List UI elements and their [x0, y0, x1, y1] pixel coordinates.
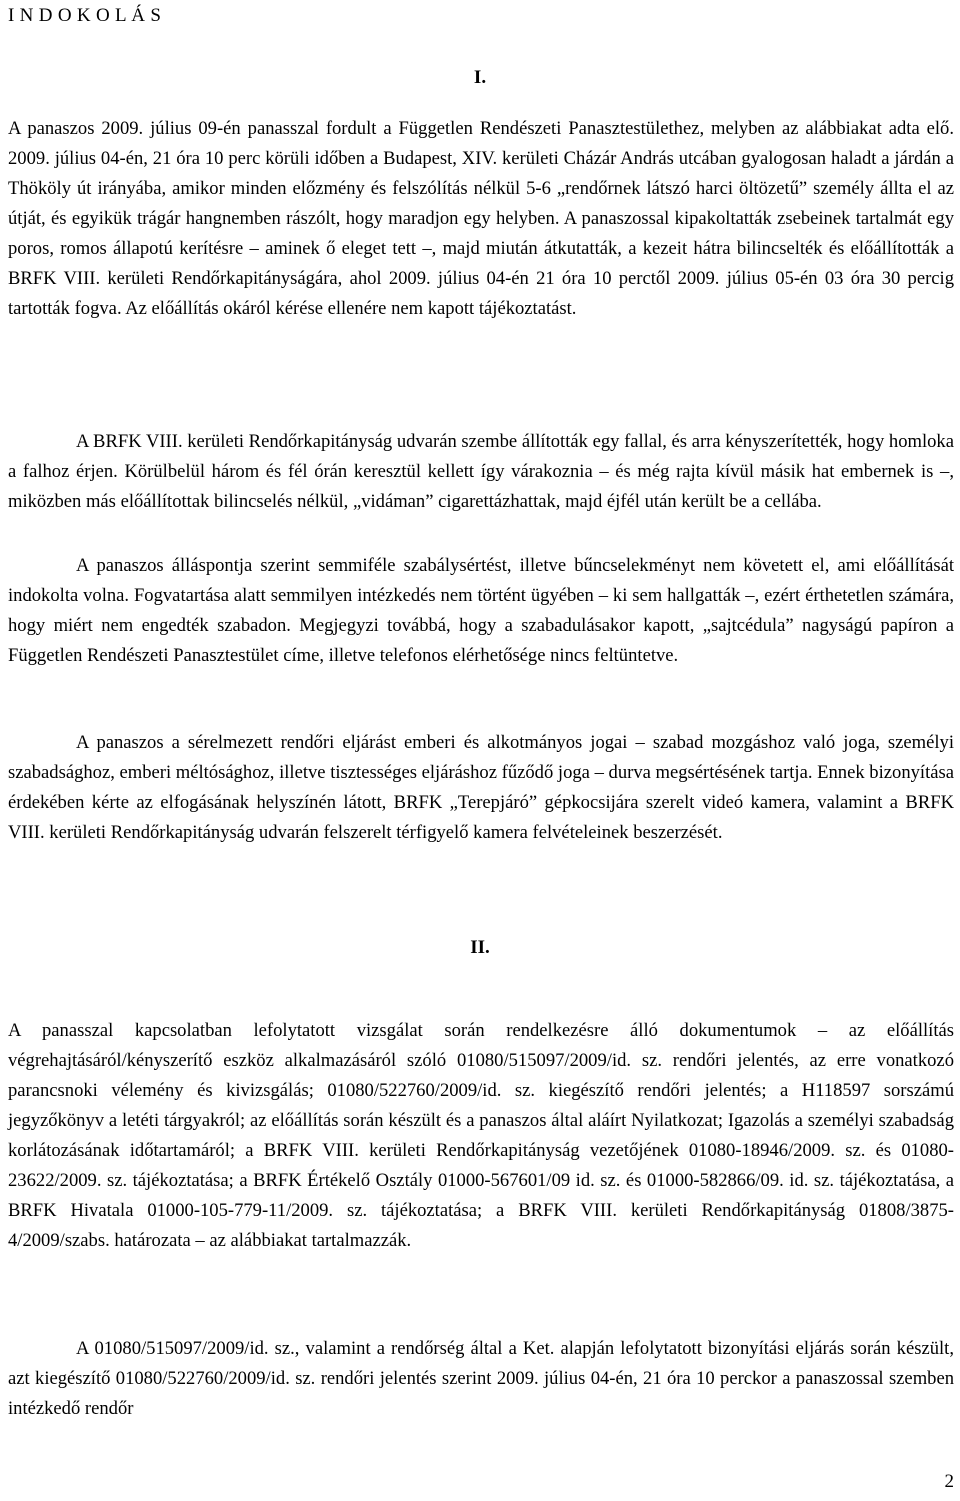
paragraph-complainant-position: A panaszos álláspontja szerint semmiféle szabálysértést, illetve bűncselekményt nem követett el, ami előállítását indokolta volna. Fogvatartása alatt semmilyen intézkedés nem történt ügyében – ki sem hallgatták –, ezért érthetetlen számára, hogy miért nem engedték szabadon. Megjegyzi továbbá, hogy a szabadulásakor kapott, „sajtcédula” nagyságú papíron a Független Rendészeti Panasztestület címe, illetve telefonos elérhetősége nincs feltüntetve. [8, 555, 954, 666]
paragraph-courtyard: A BRFK VIII. kerületi Rendőrkapitányság udvarán szembe állították egy fallal, és arra kényszerítették, hogy homloka a falhoz érjen. Körülbelül három és fél órán keresztül kellett így várakoznia – és még rajta kívül másik hat embernek is –, miközben más előállítottak bilincselés nélkül, „vidáman” cigarettázhattak, majd éjfél után került be a cellába. [8, 431, 954, 512]
paragraph-complaint-intro: A panaszos 2009. július 09-én panasszal fordult a Független Rendészeti Panasztestülethez, melyben az alábbiakat adta elő. 2009. július 04-én, 21 óra 10 perc körüli időben a Budapest, XIV. kerületi Cházár András utcában gyalogosan haladt a járdán a Thököly út irányába, amikor minden előzmény és felszólítás nélkül 5-6 „rendőrnek látszó harci öltözetű” személy állta el az útját, és egyikük trágár hangnemben rászólt, hogy maradjon egy helyben. A panaszossal kipakoltatták zsebeinek tartalmát egy poros, romos állapotú kerítésre – aminek ő eleget tett –, majd miután átkutatták, a kezeit hátra bilincselték és előállították a BRFK VIII. kerületi Rendőrkapitányságára, ahol 2009. július 04-én 21 óra 10 perctől 2009. július 05-én 03 óra 30 percig tartották fogva. Az előállítás okáról kérése ellenére nem kapott tájékoztatást. [8, 118, 954, 319]
paragraph-investigation-documents: A panasszal kapcsolatban lefolytatott vizsgálat során rendelkezésre álló dokumentumok – az előállítás végrehajtásáról/kényszerítő eszköz alkalmazásáról szóló 01080/515097/2009/id. sz. rendőri jelentés, az erre vonatkozó parancsnoki vélemény és kivizsgálás; 01080/522760/2009/id. sz. kiegészítő rendőri jelentés; a H118597 sorszámú jegyzőkönyv a letéti tárgyakról; az előállítás során készült és a panaszos által aláírt Nyilatkozat; Igazolás a személyi szabadság korlátozásának időtartamáról; a BRFK VIII. kerületi Rendőrkapitányság vezetőjének 01080-18946/2009. sz. és 01080-23622/2009. sz. tájékoztatása; a BRFK Értékelő Osztály 01000-567601/09 id. sz. és 01000-582866/09. id. sz. tájékoztatása, a BRFK Hivatala 01000-105-779-11/2009. sz. tájékoztatása; a BRFK VIII. kerületi Rendőrkapitányság 01808/3875-4/2009/szabs. határozata – az alábbiakat tartalmazzák. [8, 1020, 954, 1251]
section-heading-1: I. [473, 67, 487, 88]
section-heading-2: II. [470, 937, 490, 958]
page-number: 2 [944, 1471, 954, 1492]
paragraph-rights-violation: A panaszos a sérelmezett rendőri eljárást emberi és alkotmányos jogai – szabad mozgáshoz való joga, személyi szabadsághoz, emberi méltósághoz, illetve tisztességes eljáráshoz fűződő joga – durva megsértésének tartja. Ennek bizonyítása érdekében kérte az elfogásának helyszínén látott, BRFK „Terepjáró” gépkocsijára szerelt videó kamera, valamint a BRFK VIII. kerületi Rendőrkapitányság udvarán felszerelt térfigyelő kamera felvételeinek beszerzését. [8, 732, 954, 843]
document-title: I N D O K O L Á S [8, 5, 162, 26]
paragraph-police-report: A 01080/515097/2009/id. sz., valamint a rendőrség által a Ket. alapján lefolytatott bizonyítási eljárás során készült, azt kiegészítő 01080/522760/2009/id. sz. rendőri jelentés szerint 2009. július 04-én, 21 óra 10 perckor a panaszossal szemben intézkedő rendőr [8, 1338, 954, 1419]
